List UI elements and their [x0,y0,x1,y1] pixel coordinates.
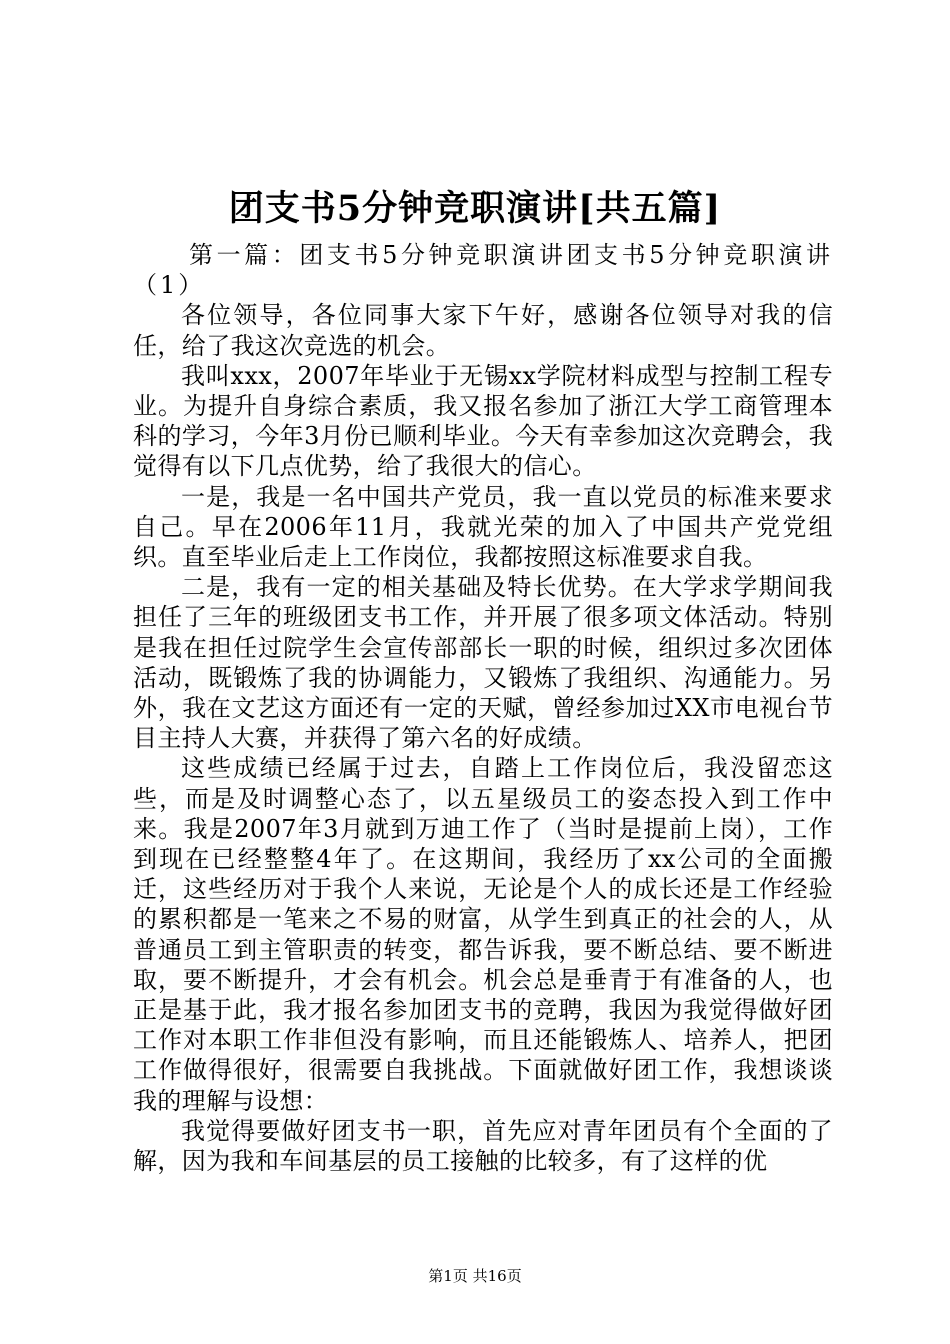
paragraph: 第一篇：团支书5分钟竞职演讲团支书5分钟竞职演讲（1） [133,241,833,300]
document-title: 团支书5分钟竞职演讲[共五篇] [228,188,722,229]
paragraph: 一是，我是一名中国共产党员，我一直以党员的标准来要求自己。早在2006年11月，我就光荣的加入了中国共产党党组织。直至毕业后走上工作岗位，我都按照这标准要求自我。 [133,482,833,572]
page-footer: 第1页 共16页 [428,1267,522,1285]
paragraph: 这些成绩已经属于过去，自踏上工作岗位后，我没留恋这些，而是及时调整心态了，以五星级员工的姿态投入到工作中来。我是2007年3月就到万迪工作了（当时是提前上岗），工作到现在已经整整4年了。在这期间，我经历了xx公司的全面搬迁，这些经历对于我个人来说，无论是个人的成长还是工作经验的累积都是一笔来之不易的财富，从学生到真正的社会的人，从普通员工到主管职责的转变，都告诉我，要不断总结、要不断进取，要不断提升，才会有机会。机会总是垂青于有准备的人，也正是基于此，我才报名参加团支书的竞聘，我因为我觉得做好团工作对本职工作非但没有影响，而且还能锻炼人、培养人，把团工作做得很好，很需要自我挑战。下面就做好团工作，我想谈谈我的理解与设想： [133,754,833,1115]
paragraph: 各位领导，各位同事大家下午好，感谢各位领导对我的信任，给了我这次竞选的机会。 [133,301,833,360]
paragraph: 我叫xxx，2007年毕业于无锡xx学院材料成型与控制工程专业。为提升自身综合素质，我又报名参加了浙江大学工商管理本科的学习，今年3月份已顺利毕业。今天有幸参加这次竞聘会，我觉得有以下几点优势，给了我很大的信心。 [133,361,833,481]
paragraph: 我觉得要做好团支书一职，首先应对青年团员有个全面的了解，因为我和车间基层的员工接触的比较多，有了这样的优 [133,1116,833,1176]
paragraph: 二是，我有一定的相关基础及特长优势。在大学求学期间我担任了三年的班级团支书工作，并开展了很多项文体活动。特别是我在担任过院学生会宣传部部长一职的时候，组织过多次团体活动，既锻炼了我的协调能力，又锻炼了我组织、沟通能力。另外，我在文艺这方面还有一定的天赋，曾经参加过XX市电视台节目主持人大赛，并获得了第六名的好成绩。 [133,573,833,753]
document-body [133,240,833,1176]
